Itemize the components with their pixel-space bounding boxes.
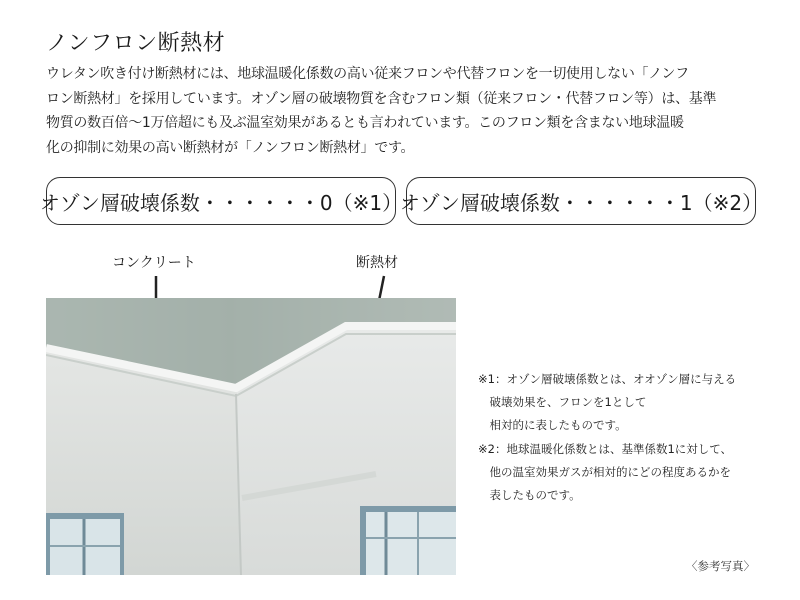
left-window xyxy=(46,513,124,575)
ozone-depletion-text: オゾン層破壊係数・・・・・・0（※1） xyxy=(39,190,403,215)
page-title: ノンフロン断熱材 xyxy=(46,31,226,56)
footnote-line: ※1：オゾン層破壊係数とは、オオゾン層に与える xyxy=(478,372,737,386)
footnote-line: 他の温室効果ガスが相対的にどの程度あるかを xyxy=(478,464,731,479)
photo-caption: 〈参考写真〉 xyxy=(686,559,755,573)
footnotes xyxy=(478,368,778,507)
footnote-line: 破壊効果を、フロンを1として xyxy=(478,395,647,410)
reference-photo xyxy=(46,298,456,575)
footnote-line: 相対的に表したものです。 xyxy=(478,418,627,433)
right-window xyxy=(360,506,456,575)
global-warming-text: オゾン層破壊係数・・・・・・1（※2） xyxy=(399,190,763,215)
concrete-label: コンクリート xyxy=(112,255,196,271)
footnote-line: ※2：地球温暖化係数とは、基準係数1に対して、 xyxy=(478,441,733,456)
intro-line: 物質の数百倍～1万倍超にも及ぶ温室効果があるとも言われています。このフロン類を含まない地球温暖 xyxy=(46,115,684,131)
intro-line: 化の抑制に効果の高い断熱材が「ノンフロン断熱材」です。 xyxy=(46,139,415,156)
room-ceiling-illustration xyxy=(46,298,456,575)
insulation-label: 断熱材 xyxy=(356,255,398,271)
footnote-line: 表したものです。 xyxy=(478,488,581,503)
intro-line: ウレタン吹き付け断熱材には、地球温暖化係数の高い従来フロンや代替フロンを一切使用しない「ノンフ xyxy=(46,66,689,82)
intro-line: ロン断熱材」を採用しています。オゾン層の破壊物質を含むフロン類（従来フロン・代替フロン等）は、基準 xyxy=(46,90,717,107)
